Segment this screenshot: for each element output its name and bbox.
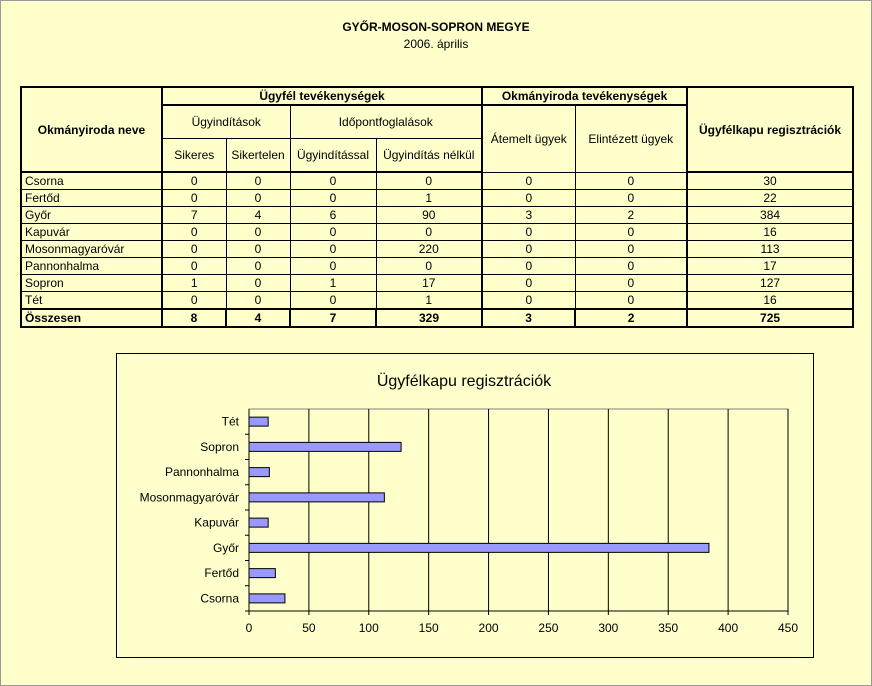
total-value-cell: 725 [687,309,853,327]
value-cell: 1 [290,275,376,292]
x-tick-label: 100 [358,621,379,635]
total-value-cell: 4 [226,309,290,327]
value-cell: 1 [376,292,482,310]
bar [249,594,285,603]
value-cell: 113 [687,241,853,258]
y-tick-label: Sopron [200,439,239,454]
office-name-cell: Csorna [21,172,162,190]
x-tick-label: 50 [302,621,316,635]
table-row [21,190,853,207]
x-tick-label: 0 [245,621,253,635]
value-cell: 0 [290,292,376,310]
value-cell: 30 [687,172,853,190]
value-cell: 220 [376,241,482,258]
value-cell: 0 [226,224,290,241]
value-cell: 0 [482,172,575,190]
table-row [21,258,853,275]
value-cell: 0 [290,224,376,241]
value-cell: 0 [162,241,226,258]
col-header-handled: Elintézett ügyek [575,105,687,172]
office-name-cell: Sopron [21,275,162,292]
value-cell: 0 [290,172,376,190]
bar [249,569,275,578]
value-cell: 127 [687,275,853,292]
bar [249,442,401,451]
value-cell: 0 [376,258,482,275]
value-cell: 7 [162,207,226,224]
value-cell: 0 [290,258,376,275]
value-cell: 17 [687,258,853,275]
x-tick-label: 250 [538,621,559,635]
value-cell: 2 [575,207,687,224]
bar [249,543,709,552]
portal-registrations-chart [117,354,813,657]
table-row [21,224,853,241]
col-header-success: Sikeres [162,139,226,173]
page-subtitle: 2006. április [403,37,469,51]
value-cell: 0 [162,224,226,241]
value-cell: 16 [687,224,853,241]
value-cell: 0 [162,172,226,190]
table-row [21,292,853,310]
chart-container [116,353,814,658]
value-cell: 0 [575,172,687,190]
value-cell: 1 [376,190,482,207]
value-cell: 384 [687,207,853,224]
value-cell: 1 [162,275,226,292]
value-cell: 0 [575,241,687,258]
group-header-client: Ügyfél tevékenységek [162,87,482,105]
y-tick-label: Pannonhalma [164,465,239,480]
office-name-cell: Tét [21,292,162,310]
value-cell: 0 [226,172,290,190]
value-cell: 0 [226,292,290,310]
y-tick-label: Tét [221,414,239,429]
value-cell: 0 [482,258,575,275]
page-title: GYŐR-MOSON-SOPRON MEGYE [342,20,530,34]
value-cell: 0 [575,190,687,207]
total-label-cell: Összesen [21,309,162,327]
col-header-fail: Sikertelen [226,139,290,173]
office-name-cell: Pannonhalma [21,258,162,275]
value-cell: 0 [290,241,376,258]
value-cell: 0 [575,275,687,292]
col-header-received: Átemelt ügyek [482,105,575,172]
value-cell: 0 [482,241,575,258]
total-value-cell: 7 [290,309,376,327]
total-value-cell: 329 [376,309,482,327]
value-cell: 0 [376,224,482,241]
x-tick-label: 350 [658,621,679,635]
group-header-office: Okmányiroda tevékenységek [482,87,687,105]
total-value-cell: 8 [162,309,226,327]
office-name-cell: Mosonmagyaróvár [21,241,162,258]
value-cell: 0 [226,275,290,292]
y-tick-label: Győr [212,540,239,555]
table-row [21,275,853,292]
bar [249,518,268,527]
sub-header-appointments: Időpontfoglalások [290,105,482,139]
x-tick-label: 450 [777,621,799,635]
col-header-portal: Ügyfélkapu regisztrációk [687,87,853,172]
chart-title: Ügyfélkapu regisztrációk [376,373,552,390]
value-cell: 0 [482,292,575,310]
value-cell: 4 [226,207,290,224]
x-tick-label: 200 [478,621,499,635]
value-cell: 22 [687,190,853,207]
plot-area [249,409,788,611]
bar [249,493,384,502]
table-row [21,207,853,224]
total-row [21,309,853,327]
value-cell: 17 [376,275,482,292]
value-cell: 90 [376,207,482,224]
office-name-cell: Fertőd [21,190,162,207]
col-header-with-init: Ügyindítással [290,139,376,173]
value-cell: 0 [482,275,575,292]
value-cell: 3 [482,207,575,224]
col-header-office: Okmányiroda neve [21,87,162,172]
value-cell: 0 [162,292,226,310]
y-tick-label: Kapuvár [194,515,239,530]
value-cell: 0 [226,258,290,275]
value-cell: 16 [687,292,853,310]
x-tick-label: 400 [718,621,739,635]
sub-header-initiations: Ügyindítások [162,105,290,139]
x-tick-label: 300 [598,621,619,635]
value-cell: 0 [162,190,226,207]
value-cell: 0 [575,258,687,275]
y-tick-label: Fertőd [204,566,239,581]
value-cell: 0 [482,224,575,241]
statistics-table [20,86,854,328]
value-cell: 0 [290,190,376,207]
value-cell: 0 [482,190,575,207]
value-cell: 0 [226,241,290,258]
col-header-without-init: Ügyindítás nélkül [376,139,482,173]
total-value-cell: 3 [482,309,575,327]
x-tick-label: 150 [418,621,439,635]
table-row [21,172,853,190]
value-cell: 0 [575,224,687,241]
office-name-cell: Kapuvár [21,224,162,241]
value-cell: 0 [226,190,290,207]
value-cell: 0 [162,258,226,275]
value-cell: 0 [575,292,687,310]
bar [249,468,269,477]
y-tick-label: Csorna [200,591,239,606]
value-cell: 6 [290,207,376,224]
bar [249,417,268,426]
table-row [21,241,853,258]
total-value-cell: 2 [575,309,687,327]
value-cell: 0 [376,172,482,190]
office-name-cell: Győr [21,207,162,224]
y-tick-label: Mosonmagyaróvár [139,490,239,505]
